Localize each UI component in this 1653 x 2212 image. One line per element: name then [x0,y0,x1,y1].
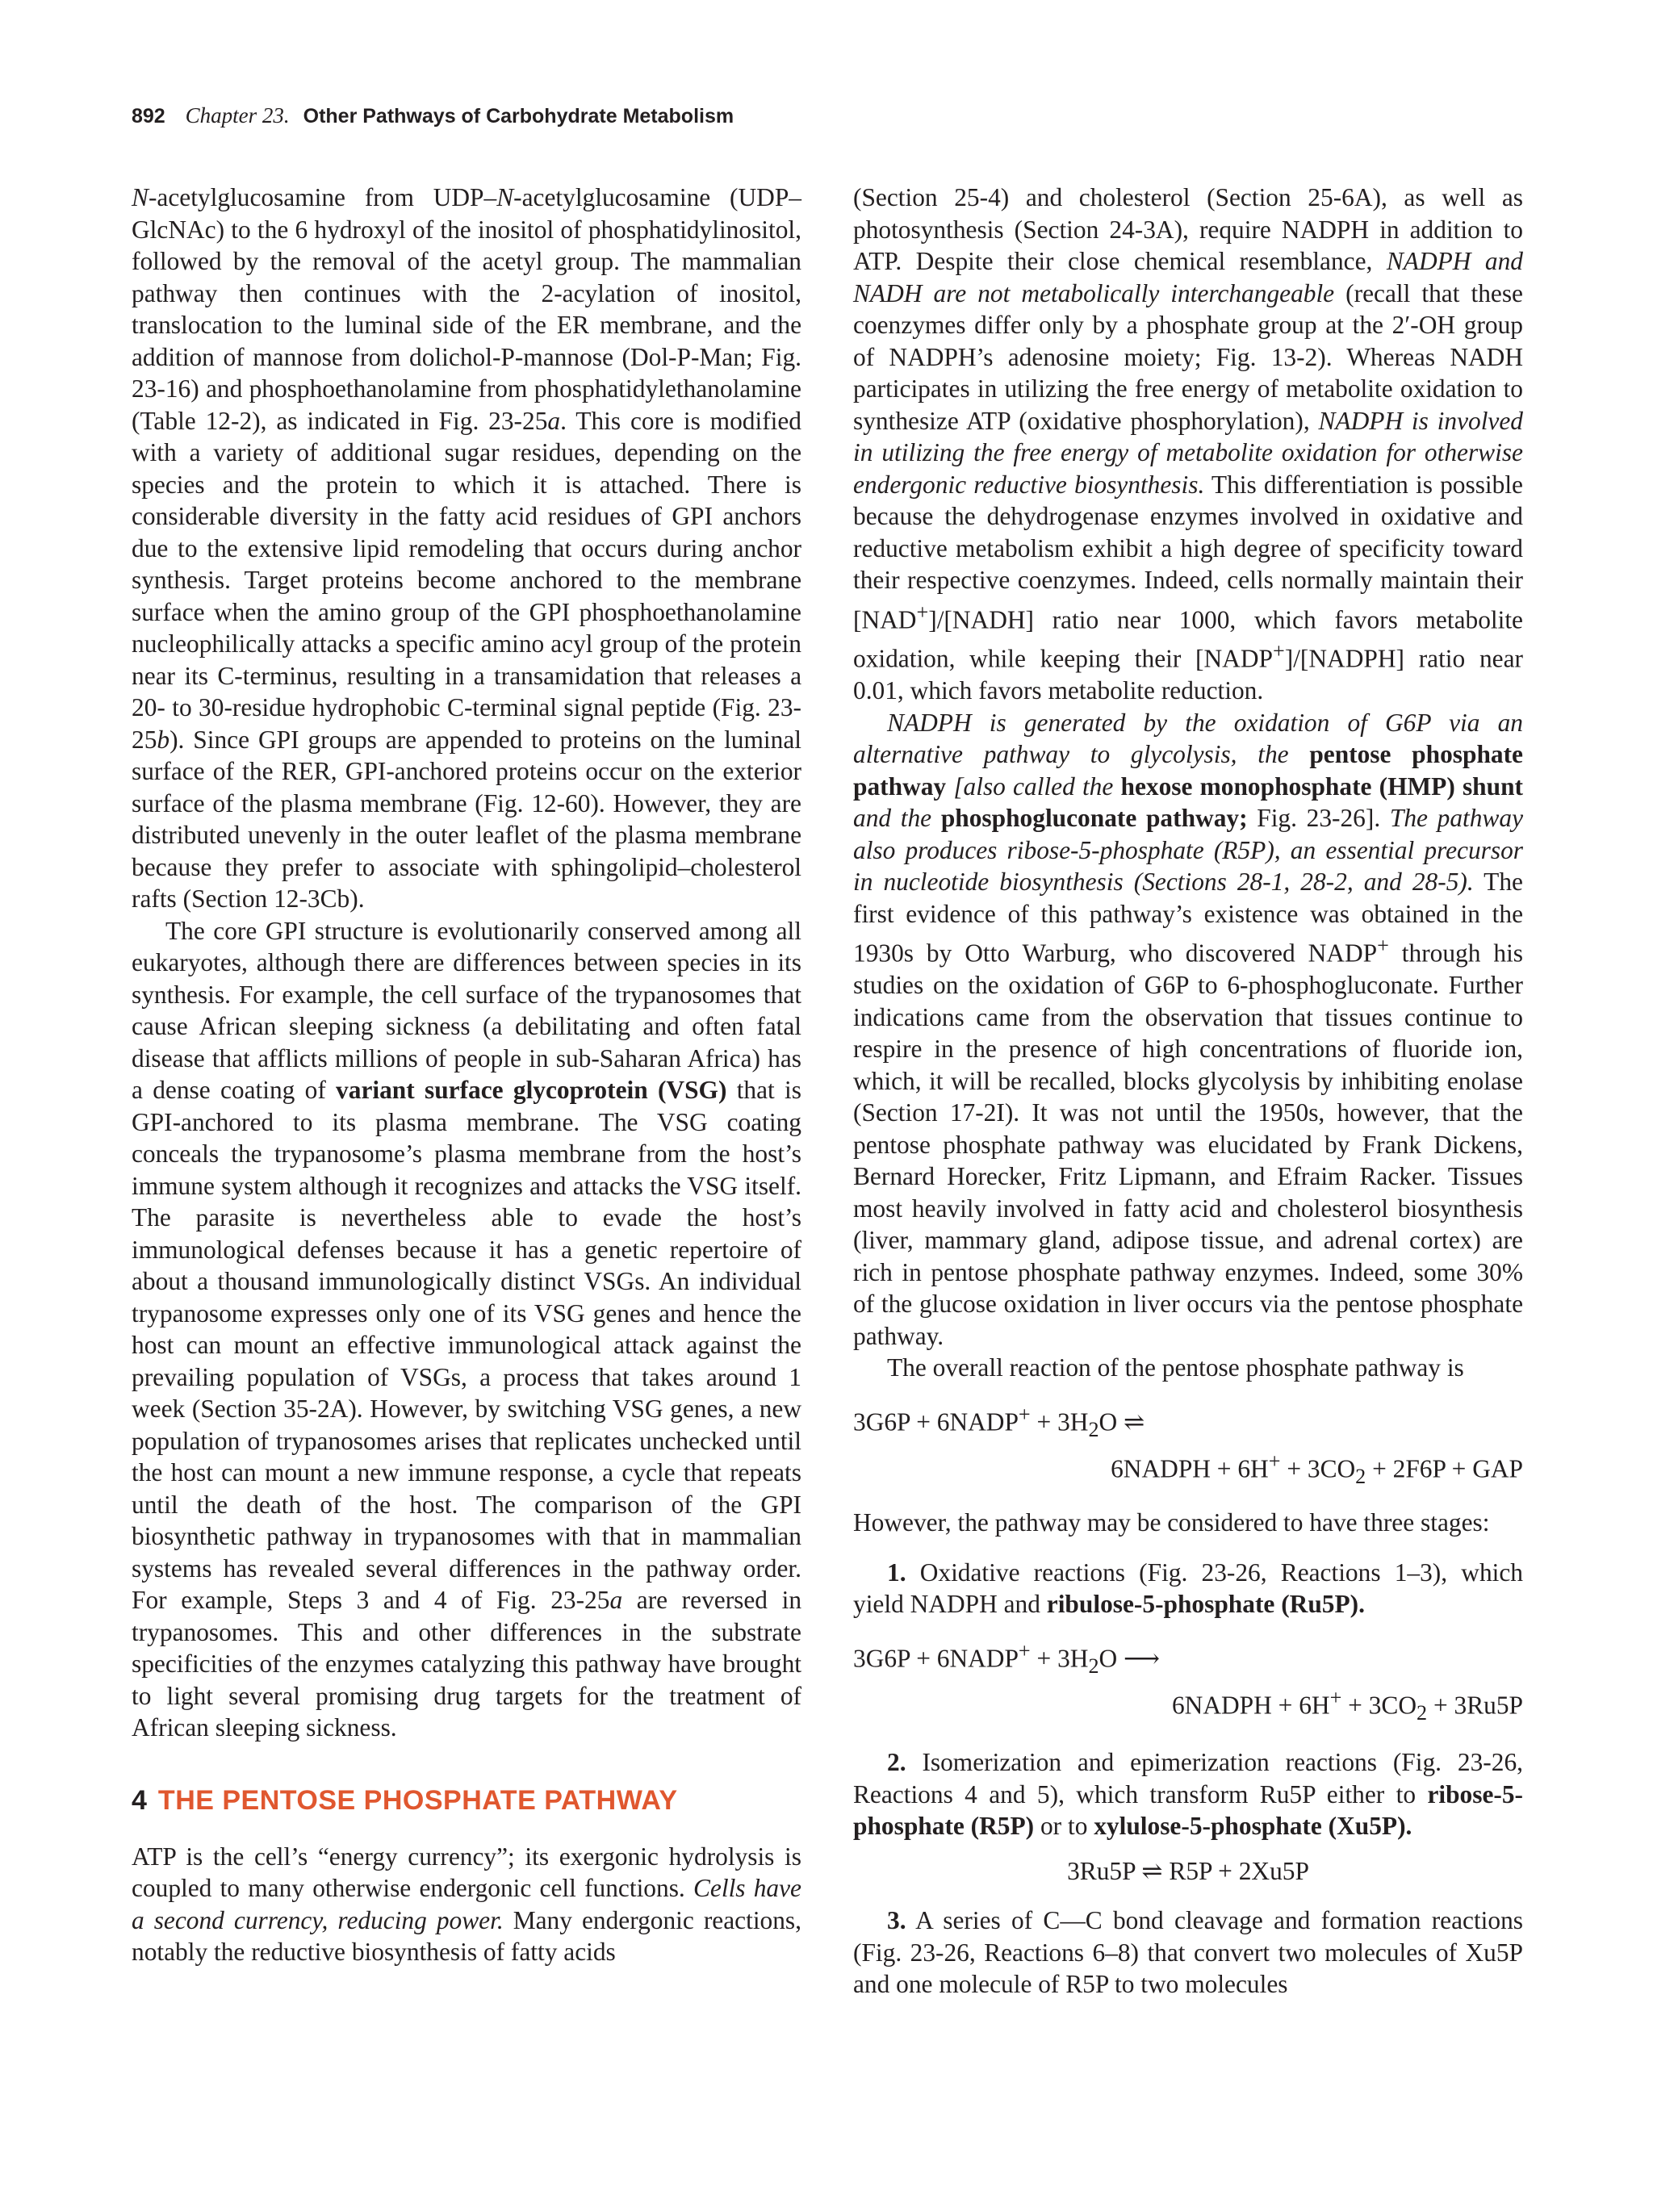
chapter-title: Other Pathways of Carbohydrate Metabolism [303,105,734,128]
equation-overall-line2: 6NADPH + $6H^+ + 3CO_2 + 2F6P$ + GAP [1111,1449,1523,1488]
paragraph: However, the pathway may be considered to have three stages: [853,1508,1490,1537]
left-column [132,182,801,1968]
section-number: 4 [132,1784,147,1816]
right-column [853,182,1523,2001]
paragraph: The core GPI structure is evolutionarily conserved among all eukaryotes, although there are differences between species in its synthesis. For example, the cell surface of the trypanosomes that cause African sleeping sickness (a debilitating and often fatal disease that afflicts millions of people in sub-Saharan Africa) has a dense coating of variant surface glycoprotein (VSG) that is GPI-anchored to its plasma membrane. The VSG coating conceals the trypanosome’s plasma membrane from the host’s immune system although it recognizes and attacks the VSG itself. The parasite is nevertheless able to evade the host’s immunological defenses because it has a genetic repertoire of about a thousand immunologically distinct VSGs. An individual trypanosome expresses only one of its VSG genes and hence the host can mount an effective immunological attack against the prevailing population of VSGs, a process that takes around 1 week (Section 35-2A). However, by switching VSG genes, a new population of trypanosomes arises that replicates unchecked until the host can mount a new immune response, a cycle that repeats until the death of the host. The comparison of the GPI biosynthetic pathway in trypanosomes with that in mammalian systems has revealed several differences in the pathway order. For example, Steps 3 and 4 of Fig. 23-25a are reversed in trypanosomes. This and other differences in the substrate specificities of the enzymes catalyzing this pathway have brought to light several promising drug targets for the treatment of African sleeping sickness. [132,916,802,1742]
paragraph: ATP is the cell’s “energy currency”; its exergonic hydrolysis is coupled to many otherwise endergonic cell functions. Cells have a second currency, reducing power. Many endergonic reactions, notably the reductive biosynthesis of fatty acids [132,1842,801,1966]
paragraph: (Section 25-4) and cholesterol (Section 25-6A), as well as photosynthesis (Section 24-3A), require NADPH in addition to ATP. Despite their close chemical resemblance, NADPH and NADH are not metabolically interchangeable (recall that these coenzymes differ only by a phosphate group at the 2′-OH group of NADPH’s adenosine moiety; Fig. 13-2). Whereas NADH participates in utilizing the free energy of metabolite oxidation to synthesize ATP (oxidative phosphorylation), NADPH is involved in utilizing the free energy of metabolite oxidation for otherwise endergonic reductive biosynthesis. This differentiation is possible because the dehydrogenase enzymes involved in oxidative and reductive metabolism exhibit a high degree of specificity toward their respective coenzymes. Indeed, cells normally maintain their [NAD+]/[NADH] ratio near 1000, which favors metabolite oxidation, while keeping their [NADP+]/[NADPH] ratio near 0.01, which favors metabolite reduction. [853,183,1523,705]
running-header [132,103,734,128]
paragraph: The overall reaction of the pentose phosphate pathway is [887,1353,1464,1382]
equation-stage2: 3Ru5P ⇌ R5P + 2Xu5P [1067,1856,1309,1885]
equation-stage1-line1: 3G6P + 6NADP+ + $3H_2O$ ⟶ [853,1638,1161,1678]
equation-stage1-line2: 6NADPH + $6H^+ + 3CO_2 + 3Ru5P$ [1171,1686,1523,1725]
equation-overall-line1: 3G6P + 6NADP+ + $3H_2O$ ⇌ [853,1402,1145,1441]
stage-2: 2. Isomerization and epimerization reactions (Fig. 23-26, Reactions 4 and 5), which transform Ru5P either to ribose-5-phosphate (R5P) or to xylulose-5-phosphate (Xu5P). [853,1748,1523,1841]
section-heading [132,1783,801,1818]
chapter-label: Chapter 23. [185,103,290,128]
stage-3: 3. A series of C—C bond cleavage and formation reactions (Fig. 23-26, Reactions 6–8) that convert two molecules of Xu5P and one molecule of R5P to two molecules [853,1906,1523,1999]
section-title: THE PENTOSE PHOSPHATE PATHWAY [157,1784,678,1816]
stage-1: 1. Oxidative reactions (Fig. 23-26, Reactions 1–3), which yield NADPH and ribulose-5-phosphate (Ru5P). [853,1558,1523,1619]
paragraph: N-acetylglucosamine from UDP–N-acetylglucosamine (UDP–GlcNAc) to the 6 hydroxyl of the inositol of phosphatidylinositol, followed by the removal of the acetyl group. The mammalian pathway then continues with the 2-acylation of inositol, translocation to the luminal side of the ER membrane, and the addition of mannose from dolichol-P-mannose (Dol-P-Man; Fig. 23-16) and phosphoethanolamine from phosphatidylethanolamine (Table 12-2), as indicated in Fig. 23-25a. This core is modified with a variety of additional sugar residues, depending on the species and the protein to which it is attached. There is considerable diversity in the fatty acid residues of GPI anchors due to the extensive lipid remodeling that occurs during anchor synthesis. Target proteins become anchored to the membrane surface when the amino group of the GPI phosphoethanolamine nucleophilically attacks a specific amino acyl group of the protein near its C-terminus, resulting in a transamidation that releases a 20- to 30-residue hydrophobic C-terminal signal peptide (Fig. 23-25b). Since GPI groups are appended to proteins on the luminal surface of the RER, GPI-anchored proteins occur on the exterior surface of the plasma membrane (Fig. 12-60). However, they are distributed unevenly in the outer leaflet of the plasma membrane because they prefer to associate with sphingolipid–cholesterol rafts (Section 12-3Cb). [132,183,802,913]
page-number: 892 [132,105,165,128]
paragraph: NADPH is generated by the oxidation of G6P via an alternative pathway to glycolysis, the pentose phosphate pathway [also called the hexose monophosphate (HMP) shunt and the phosphogluconate pathway; Fig. 23-26]. The pathway also produces ribose-5-phosphate (R5P), an essential precursor in nucleotide biosynthesis (Sections 28-1, 28-2, and 28-5). The first evidence of this pathway’s existence was obtained in the 1930s by Otto Warburg, who discovered NADP+ through his studies on the oxidation of G6P to 6-phosphogluconate. Further indications came from the observation that tissues continue to respire in the presence of high concentrations of fluoride ion, which, it will be recalled, blocks glycolysis by inhibiting enolase (Section 17-2I). It was not until the 1950s, however, that the pentose phosphate pathway was elucidated by Frank Dickens, Bernard Horecker, Fritz Lipmann, and Efraim Racker. Tissues most heavily involved in fatty acid and cholesterol biosynthesis (liver, mammary gland, adipose tissue, and adrenal cortex) are rich in pentose phosphate pathway enzymes. Indeed, some 30% of the glucose oxidation in liver occurs via the pentose phosphate pathway. [853,708,1524,1350]
